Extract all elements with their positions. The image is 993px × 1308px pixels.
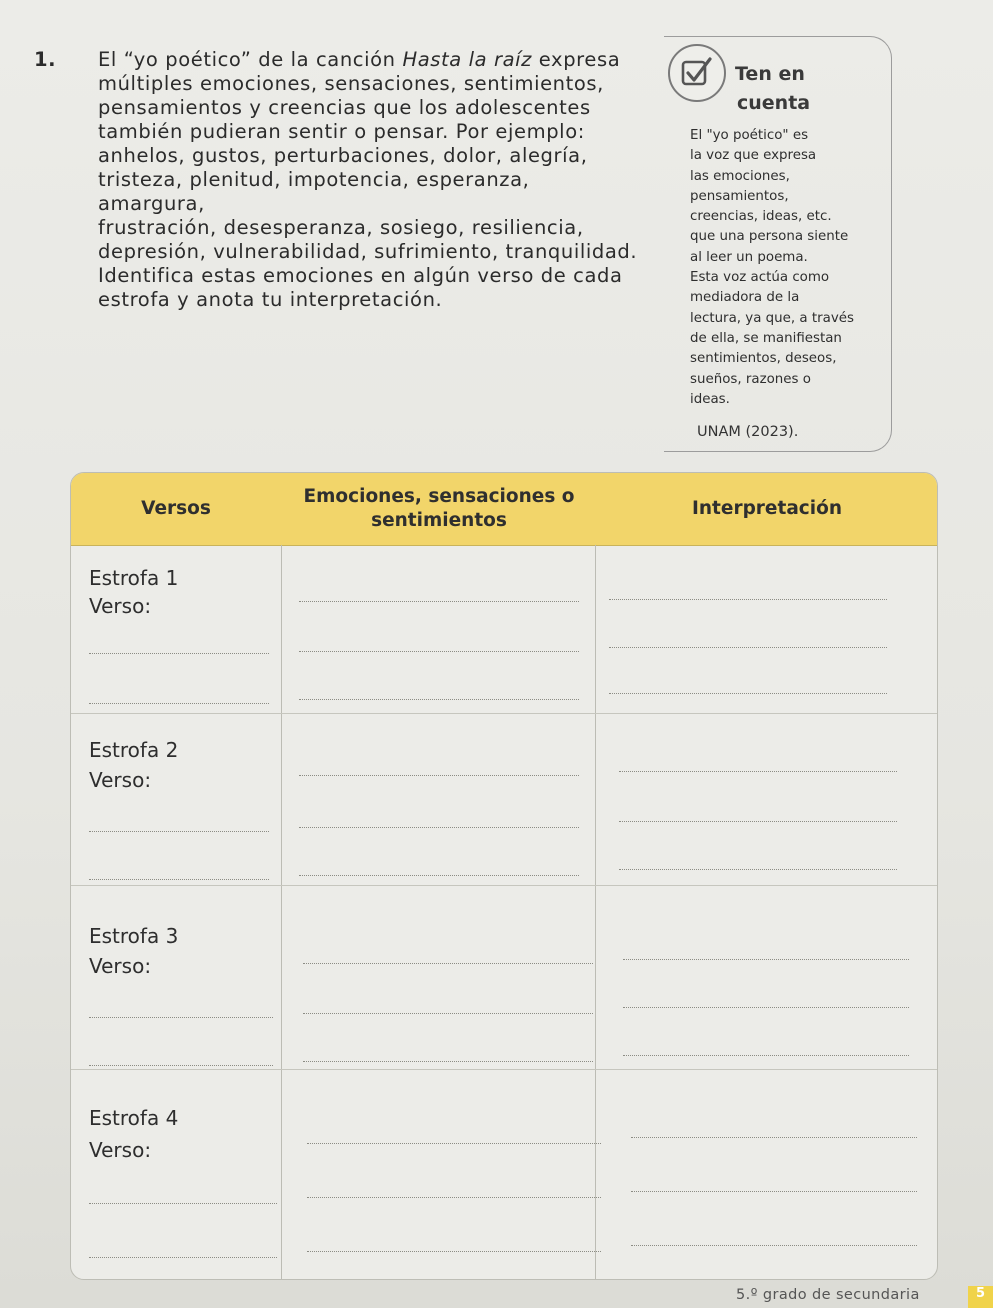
- emotions-table: [70, 472, 938, 1280]
- answer-line[interactable]: [299, 827, 579, 828]
- answer-line[interactable]: [631, 1245, 917, 1246]
- answer-line[interactable]: [623, 1055, 909, 1056]
- answer-line[interactable]: [89, 1017, 273, 1018]
- question-text: [98, 48, 640, 312]
- answer-line[interactable]: [89, 703, 269, 704]
- answer-line[interactable]: [303, 1013, 593, 1014]
- header-emociones: Emociones, sensaciones o sentimientos: [303, 486, 575, 531]
- stanza-label: Estrofa 2: [89, 738, 179, 762]
- answer-line[interactable]: [619, 869, 897, 870]
- verse-label: Verso:: [89, 768, 152, 792]
- table-header: [71, 473, 937, 546]
- answer-line[interactable]: [609, 599, 887, 600]
- answer-line[interactable]: [631, 1191, 917, 1192]
- stanza-label: Estrofa 1: [89, 566, 179, 590]
- answer-line[interactable]: [307, 1197, 601, 1198]
- header-interpretacion: Interpretación: [692, 498, 842, 519]
- question-line: también pudieran sentir o pensar. Por ejemplo:: [98, 120, 585, 143]
- header-versos: Versos: [141, 498, 211, 519]
- question-number: 1.: [34, 48, 57, 71]
- page-footer: 5.º grado de secundaria: [736, 1287, 920, 1303]
- answer-line[interactable]: [631, 1137, 917, 1138]
- answer-line[interactable]: [619, 771, 897, 772]
- answer-line[interactable]: [299, 651, 579, 652]
- verse-label: Verso:: [89, 1138, 152, 1162]
- answer-line[interactable]: [609, 647, 887, 648]
- question-line: Identifica estas emociones en algún verso de cada: [98, 264, 623, 287]
- table-row: [71, 885, 937, 1070]
- question-line: frustración, desesperanza, sosiego, resiliencia,: [98, 216, 584, 239]
- table-row: [71, 1069, 937, 1279]
- answer-line[interactable]: [303, 1061, 593, 1062]
- question-line: pensamientos y creencias que los adolescentes: [98, 96, 591, 119]
- answer-line[interactable]: [623, 1007, 909, 1008]
- table-row: [71, 713, 937, 886]
- answer-line[interactable]: [89, 831, 269, 832]
- question-line: estrofa y anota tu interpretación.: [98, 288, 443, 311]
- answer-line[interactable]: [609, 693, 887, 694]
- note-source: UNAM (2023).: [697, 424, 799, 440]
- answer-line[interactable]: [89, 879, 269, 880]
- note-title: Ten en cuenta: [735, 63, 811, 114]
- question-line: anhelos, gustos, perturbaciones, dolor, alegría,: [98, 144, 588, 167]
- question-line: tristeza, plenitud, impotencia, esperanza, amargura,: [98, 168, 530, 215]
- answer-line[interactable]: [89, 1257, 277, 1258]
- verse-label: Verso:: [89, 954, 152, 978]
- answer-line[interactable]: [299, 699, 579, 700]
- answer-line[interactable]: [303, 963, 593, 964]
- verse-label: Verso:: [89, 594, 152, 618]
- answer-line[interactable]: [89, 1203, 277, 1204]
- stanza-label: Estrofa 3: [89, 924, 179, 948]
- note-text: El "yo poético" es la voz que expresa las emociones, pensamientos, creencias, ideas, etc. que una persona siente al leer un poema. Esta voz actúa como mediadora de la lectura, ya que, a través de ella, se manifiestan sentimientos, deseos, sueños, razones o ideas.: [690, 128, 854, 407]
- page-number-tab: 5: [968, 1286, 993, 1308]
- question-1: [34, 48, 640, 312]
- question-line: múltiples emociones, sensaciones, sentimientos,: [98, 72, 604, 95]
- answer-line[interactable]: [89, 653, 269, 654]
- song-title: Hasta la raíz: [402, 48, 532, 71]
- answer-line[interactable]: [307, 1143, 601, 1144]
- stanza-label: Estrofa 4: [89, 1106, 179, 1130]
- checkbox-check-icon: [668, 44, 726, 102]
- answer-line[interactable]: [299, 875, 579, 876]
- answer-line[interactable]: [623, 959, 909, 960]
- answer-line[interactable]: [299, 601, 579, 602]
- answer-line[interactable]: [89, 1065, 273, 1066]
- table-row: [71, 545, 937, 714]
- answer-line[interactable]: [307, 1251, 601, 1252]
- question-line: depresión, vulnerabilidad, sufrimiento, tranquilidad.: [98, 240, 638, 263]
- question-line: El “yo poético” de la canción Hasta la raíz expresa: [98, 48, 621, 71]
- answer-line[interactable]: [619, 821, 897, 822]
- answer-line[interactable]: [299, 775, 579, 776]
